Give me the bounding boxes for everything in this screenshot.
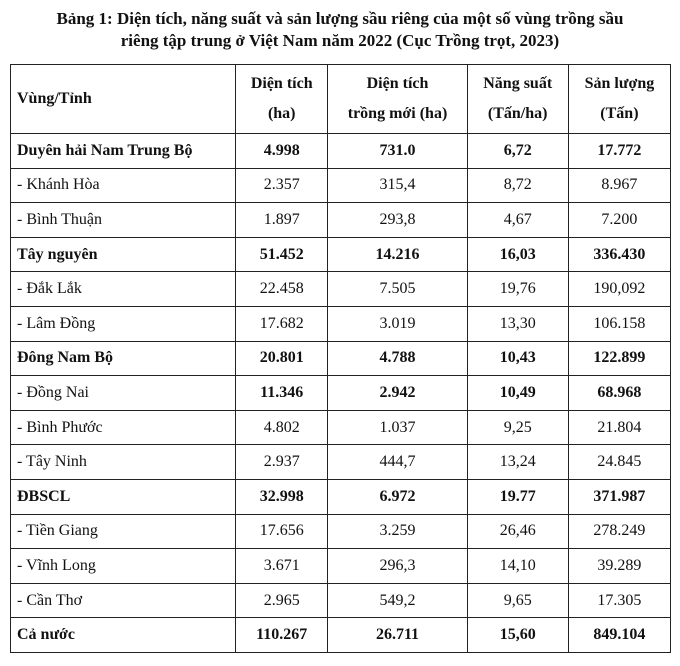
- cell-name: ĐBSCL: [11, 479, 236, 514]
- cell-output: 849.104: [568, 618, 670, 653]
- cell-name: - Lâm Đồng: [11, 306, 236, 341]
- cell-new-area: 7.505: [328, 272, 467, 307]
- cell-new-area: 444,7: [328, 445, 467, 480]
- cell-name: Cả nước: [11, 618, 236, 653]
- cell-name: - Bình Thuận: [11, 203, 236, 238]
- header-new-area: [328, 65, 467, 134]
- cell-area: 4.802: [236, 410, 328, 445]
- cell-name: Duyên hải Nam Trung Bộ: [11, 134, 236, 169]
- cell-area: 4.998: [236, 134, 328, 169]
- table-row-region: [11, 341, 671, 376]
- cell-name: Tây nguyên: [11, 237, 236, 272]
- cell-yield: 10,43: [467, 341, 568, 376]
- cell-name: - Cần Thơ: [11, 583, 236, 618]
- cell-name: Đông Nam Bộ: [11, 341, 236, 376]
- cell-yield: 6,72: [467, 134, 568, 169]
- cell-area: 1.897: [236, 203, 328, 238]
- cell-output: 106.158: [568, 306, 670, 341]
- cell-new-area: 315,4: [328, 168, 467, 203]
- table-row: [11, 272, 671, 307]
- header-area-line1: Diện tích: [250, 75, 313, 92]
- cell-area: 17.682: [236, 306, 328, 341]
- cell-output: 21.804: [568, 410, 670, 445]
- cell-area: 11.346: [236, 376, 328, 411]
- cell-new-area: 293,8: [328, 203, 467, 238]
- cell-output: 17.305: [568, 583, 670, 618]
- table-caption: [20, 8, 660, 54]
- cell-new-area: 296,3: [328, 549, 467, 584]
- cell-output: 336.430: [568, 237, 670, 272]
- cell-area: 110.267: [236, 618, 328, 653]
- cell-yield: 9,65: [467, 583, 568, 618]
- table-row: [11, 514, 671, 549]
- cell-yield: 19.77: [467, 479, 568, 514]
- header-region: Vùng/Tỉnh: [11, 65, 236, 134]
- cell-new-area: 549,2: [328, 583, 467, 618]
- cell-yield: 16,03: [467, 237, 568, 272]
- cell-output: 39.289: [568, 549, 670, 584]
- cell-area: 32.998: [236, 479, 328, 514]
- header-row: [11, 65, 671, 134]
- header-yield-line2: (Tấn/ha): [487, 105, 548, 122]
- cell-output: 68.968: [568, 376, 670, 411]
- cell-output: 278.249: [568, 514, 670, 549]
- cell-output: 7.200: [568, 203, 670, 238]
- cell-area: 3.671: [236, 549, 328, 584]
- cell-new-area: 6.972: [328, 479, 467, 514]
- cell-output: 371.987: [568, 479, 670, 514]
- cell-new-area: 26.711: [328, 618, 467, 653]
- cell-name: - Bình Phước: [11, 410, 236, 445]
- cell-yield: 10,49: [467, 376, 568, 411]
- cell-yield: 14,10: [467, 549, 568, 584]
- table-row: [11, 306, 671, 341]
- table-row: [11, 203, 671, 238]
- header-new-area-line1: Diện tích: [366, 75, 429, 92]
- table-row: [11, 445, 671, 480]
- cell-area: 17.656: [236, 514, 328, 549]
- header-new-area-line2: trồng mới (ha): [347, 105, 448, 122]
- header-area-line2: (ha): [267, 105, 296, 122]
- header-yield-line1: Năng suất: [483, 75, 553, 92]
- cell-output: 190,092: [568, 272, 670, 307]
- cell-area: 2.937: [236, 445, 328, 480]
- caption-line-2: riêng tập trung ở Việt Nam năm 2022 (Cục Trồng trọt, 2023): [120, 31, 560, 50]
- table-row-region: [11, 134, 671, 169]
- cell-new-area: 2.942: [328, 376, 467, 411]
- table-row-total: [11, 618, 671, 653]
- cell-output: 24.845: [568, 445, 670, 480]
- cell-new-area: 4.788: [328, 341, 467, 376]
- cell-output: 122.899: [568, 341, 670, 376]
- durian-data-table: [10, 64, 671, 653]
- cell-area: 2.965: [236, 583, 328, 618]
- cell-yield: 26,46: [467, 514, 568, 549]
- cell-yield: 19,76: [467, 272, 568, 307]
- header-output-line1: Sản lượng: [584, 75, 655, 92]
- table-row: [11, 376, 671, 411]
- cell-new-area: 731.0: [328, 134, 467, 169]
- cell-name: - Tiền Giang: [11, 514, 236, 549]
- cell-yield: 13,30: [467, 306, 568, 341]
- table-row: [11, 168, 671, 203]
- cell-yield: 9,25: [467, 410, 568, 445]
- cell-yield: 13,24: [467, 445, 568, 480]
- cell-area: 51.452: [236, 237, 328, 272]
- cell-output: 17.772: [568, 134, 670, 169]
- table-row: [11, 549, 671, 584]
- cell-name: - Khánh Hòa: [11, 168, 236, 203]
- cell-name: - Đắk Lắk: [11, 272, 236, 307]
- cell-yield: 8,72: [467, 168, 568, 203]
- cell-output: 8.967: [568, 168, 670, 203]
- header-output-line2: (Tấn): [600, 105, 639, 122]
- header-yield: [467, 65, 568, 134]
- cell-name: - Vĩnh Long: [11, 549, 236, 584]
- cell-new-area: 1.037: [328, 410, 467, 445]
- cell-name: - Đồng Nai: [11, 376, 236, 411]
- table-row: [11, 583, 671, 618]
- cell-new-area: 14.216: [328, 237, 467, 272]
- cell-new-area: 3.259: [328, 514, 467, 549]
- table-row: [11, 410, 671, 445]
- cell-new-area: 3.019: [328, 306, 467, 341]
- table-row-region: [11, 479, 671, 514]
- header-area: [236, 65, 328, 134]
- cell-area: 2.357: [236, 168, 328, 203]
- cell-area: 22.458: [236, 272, 328, 307]
- header-output: [568, 65, 670, 134]
- cell-area: 20.801: [236, 341, 328, 376]
- caption-line-1: Bảng 1: Diện tích, năng suất và sản lượng sầu riêng của một số vùng trồng sầu: [56, 9, 624, 28]
- cell-yield: 15,60: [467, 618, 568, 653]
- table-row-region: [11, 237, 671, 272]
- cell-yield: 4,67: [467, 203, 568, 238]
- cell-name: - Tây Ninh: [11, 445, 236, 480]
